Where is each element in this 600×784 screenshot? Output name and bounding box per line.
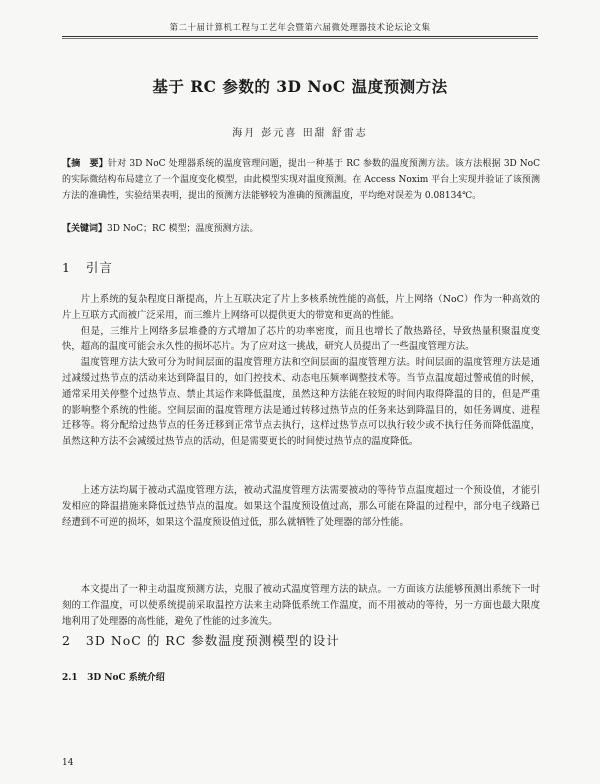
keywords-label: 【关键词】 bbox=[62, 224, 108, 234]
subsection-number: 2.1 bbox=[62, 673, 78, 683]
keywords-text: 3D NoC；RC 模型；温度预测方法。 bbox=[107, 224, 259, 234]
header-rule-thin bbox=[62, 38, 538, 39]
page-number: 14 bbox=[62, 758, 74, 768]
running-head: 第二十届计算机工程与工艺年会暨第六届微处理器技术论坛论文集 bbox=[169, 23, 431, 33]
section-heading-1 bbox=[62, 258, 113, 276]
paragraph: 上述方法均属于被动式温度管理方法，被动式温度管理方法需要被动的等待节点温度超过一个预设值，才能引发相应的降温措施来降低过热节点的温度。如果这个温度预设值过高，那么可能在降温的过程中，部分电子线路已经遭到不可逆的损坏，如果这个温度预设值过低，那么就牺牲了处理器的部分性能。 bbox=[62, 485, 540, 528]
keywords bbox=[62, 221, 540, 237]
authors: 海月 彭元喜 田甜 舒雷志 bbox=[232, 128, 368, 139]
paragraph: 温度管理方法大致可分为时间层面的温度管理方法和空间层面的温度管理方法。时间层面的温度管理方法是通过减缓过热节点的活动来达到降温目的，如门控技术、动态电压频率调整技术等。当节点温度超过警戒值的时候，通常采用关停整个过热节点、禁止其运作来降低温度，虽然这种方法能在较短的时间内取得降温的目的，但是严重的影响整个系统的性能。空间层面的温度管理方法是通过转移过热节点的任务来达到降温目的，如任务调度、进程迁移等。将分配给过热节点的任务迁移到正常节点去执行，这样过热节点可以执行较少或不执行任务而降低温度，虽然这种方法不会减缓过热节点的活动，但是需要更长的时间使过热节点的温度降低。 bbox=[62, 357, 540, 448]
abstract-text: 针对 3D NoC 处理器系统的温度管理问题，提出一种基于 RC 参数的温度预测方法。该方法根据 3D NoC 的实际微结构布局建立了一个温度变化模型，由此模型实现对温度预测。在 Access Noxim 平台上实现并验证了该预测方法的准确性，实验结果表明，提出的预测方法能够较为准确的预测温度，平均绝对误差为 0.08134℃。 bbox=[62, 159, 540, 202]
paper-title: 基于 RC 参数的 3D NoC 温度预测方法 bbox=[152, 77, 448, 96]
intro-body bbox=[62, 292, 540, 450]
subsection-heading bbox=[62, 670, 165, 683]
abstract bbox=[62, 156, 540, 205]
abstract-label: 【摘 要】 bbox=[62, 159, 108, 169]
subsection-title: 3D NoC 系统介绍 bbox=[87, 673, 165, 683]
header-rule bbox=[62, 36, 538, 37]
paragraph: 片上系统的复杂程度日渐提高，片上互联决定了片上多核系统性能的高低，片上网络（NoC）作为一种高效的片上互联方式而被广泛采用，而三维片上网络可以提供更大的带宽和更高的性能。 bbox=[62, 294, 540, 321]
section-number: 2 bbox=[62, 633, 71, 648]
proposal-body bbox=[62, 582, 540, 629]
paragraph: 本文提出了一种主动温度预测方法，克服了被动式温度管理方法的缺点。一方面该方法能够预测出系统下一时刻的工作温度，可以使系统提前采取温控方法来主动降低系统工作温度，而不用被动的等待，另一方面也最大限度地利用了处理器的高性能，避免了性能的过多流失。 bbox=[62, 584, 540, 627]
section-title: 引言 bbox=[85, 260, 113, 275]
section-number: 1 bbox=[62, 260, 71, 275]
passive-method-body bbox=[62, 483, 540, 530]
section-heading-2 bbox=[62, 631, 340, 649]
section-title: 3D NoC 的 RC 参数温度预测模型的设计 bbox=[85, 633, 340, 648]
paragraph: 但是，三维片上网络多层堆叠的方式增加了芯片的功率密度，而且也增长了散热路径，导致热量积聚温度变快，超高的温度可能会永久性的损坏芯片。为了应对这一挑战，研究人员提出了一些温度管理方法。 bbox=[62, 325, 540, 353]
